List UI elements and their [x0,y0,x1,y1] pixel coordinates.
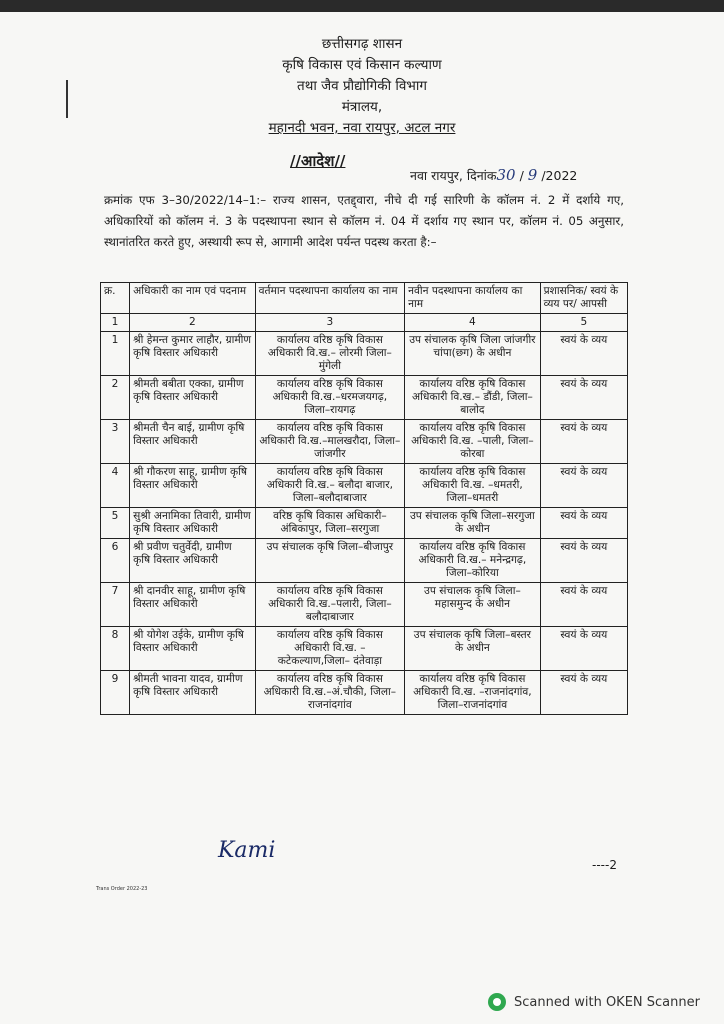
cell-new: कार्यालय वरिष्ठ कृषि विकास अधिकारी वि.ख. –धमतरी, जिला–धमतरी [405,464,541,508]
cell-current: कार्यालय वरिष्ठ कृषि विकास अधिकारी वि.ख.– लोरमी जिला– मुंगेली [255,332,405,376]
cell-new: कार्यालय वरिष्ठ कृषि विकास अधिकारी वि.ख.– डौंडी, जिला– बालोद [405,376,541,420]
cell-name: श्रीमती भावना यादव, ग्रामीण कृषि विस्तार अधिकारी [130,671,255,715]
header-sn: क्र. [101,283,130,314]
cell-new: उप संचालक कृषि जिला जांजगीर चांपा(छग) के अधीन [405,332,541,376]
cell-name: श्री योगेश उईके, ग्रामीण कृषि विस्तार अधिकारी [130,627,255,671]
cell-new: उप संचालक कृषि जिला–सरगुजा के अधीन [405,508,541,539]
cell-current: कार्यालय वरिष्ठ कृषि विकास अधिकारी वि.ख.– बलौदा बाजार, जिला–बलौदाबाजार [255,464,405,508]
table-row [101,583,628,627]
cell-name: श्री प्रवीण चतुर्वेदी, ग्रामीण कृषि विस्तार अधिकारी [130,539,255,583]
header-govt: छत्तीसगढ़ शासन [321,36,403,52]
table-row [101,627,628,671]
signature: Kami [218,838,276,863]
cell-type: स्वयं के व्यय [540,508,627,539]
transfer-table [100,282,628,715]
date-sep-1: / [519,168,524,183]
col-number: 2 [130,314,255,332]
cell-name: श्रीमती चैन बाई, ग्रामीण कृषि विस्तार अधिकारी [130,420,255,464]
table-header-row [101,283,628,314]
cell-name: श्रीमती बबीता एक्का, ग्रामीण कृषि विस्तार अधिकारी [130,376,255,420]
scanner-watermark [488,993,700,1011]
cell-sn: 7 [101,583,130,627]
cell-current: कार्यालय वरिष्ठ कृषि विकास अधिकारी वि.ख.–धरमजयगढ़, जिला–रायगढ़ [255,376,405,420]
table-row [101,376,628,420]
header-ministry: मंत्रालय, [341,99,383,115]
col-number: 3 [255,314,405,332]
cell-sn: 3 [101,420,130,464]
cell-new: कार्यालय वरिष्ठ कृषि विकास अधिकारी वि.ख. –राजनांदगांव, जिला–राजनांदगांव [405,671,541,715]
header-address: महानदी भवन, नवा रायपुर, अटल नगर [268,120,456,136]
col-number: 5 [540,314,627,332]
table-row [101,539,628,583]
cell-sn: 6 [101,539,130,583]
date-month: 9 [527,166,538,184]
date-sep-2: / [541,168,546,183]
cell-current: कार्यालय वरिष्ठ कृषि विकास अधिकारी वि.ख. –कटेकल्याण,जिला– दंतेवाड़ा [255,627,405,671]
cell-sn: 9 [101,671,130,715]
document-header [0,34,724,139]
cell-name: श्री दानवीर साहू, ग्रामीण कृषि विस्तार अधिकारी [130,583,255,627]
cell-type: स्वयं के व्यय [540,583,627,627]
cell-new: उप संचालक कृषि जिला– महासमुन्द के अधीन [405,583,541,627]
dateline [410,166,577,184]
table-row [101,464,628,508]
table-row [101,671,628,715]
cell-sn: 2 [101,376,130,420]
date-day: 30 [496,166,516,184]
cell-type: स्वयं के व्यय [540,671,627,715]
cell-new: कार्यालय वरिष्ठ कृषि विकास अधिकारी वि.ख.– मनेन्द्रगढ़, जिला–कोरिया [405,539,541,583]
table-row [101,508,628,539]
cell-current: वरिष्ठ कृषि विकास अधिकारी–अंबिकापुर, जिला–सरगुजा [255,508,405,539]
cell-type: स्वयं के व्यय [540,420,627,464]
cell-type: स्वयं के व्यय [540,627,627,671]
cell-type: स्वयं के व्यय [540,464,627,508]
cell-sn: 1 [101,332,130,376]
table-row [101,332,628,376]
order-paragraph: क्रमांक एफ 3–30/2022/14–1:– राज्य शासन, एतद्द्वारा, नीचे दी गई सारिणी के कॉलम नं. 2 में दर्शाये गए, अधिकारियों को कॉलम नं. 3 के पदस्थापना स्थान से कॉलम नं. 04 में दर्शाय गए स्थान पर, कॉलम नं. 05 अनुसार, स्थानांतरित करते हुए, अस्थायी रूप से, आगामी आदेश पर्यन्त पदस्थ करता है:– [104,193,624,249]
scanner-text: Scanned with OKEN Scanner [514,994,700,1010]
cell-sn: 4 [101,464,130,508]
cell-sn: 8 [101,627,130,671]
header-dept-1: कृषि विकास एवं किसान कल्याण [282,57,442,73]
cell-name: सुश्री अनामिका तिवारी, ग्रामीण कृषि विस्तार अधिकारी [130,508,255,539]
cell-current: कार्यालय वरिष्ठ कृषि विकास अधिकारी वि.ख.–मालखरौदा, जिला–जांजगीर [255,420,405,464]
cell-type: स्वयं के व्यय [540,539,627,583]
cell-type: स्वयं के व्यय [540,332,627,376]
table-row [101,420,628,464]
cell-current: कार्यालय वरिष्ठ कृषि विकास अधिकारी वि.ख.–पलारी, जिला–बलौदाबाजार [255,583,405,627]
order-title: //आदेश// [290,152,346,170]
cell-new: उप संचालक कृषि जिला–बस्तर के अधीन [405,627,541,671]
cell-current: कार्यालय वरिष्ठ कृषि विकास अधिकारी वि.ख.–अं.चौकी, जिला– राजनांदगांव [255,671,405,715]
page-marker: ----2 [592,858,617,872]
cell-sn: 5 [101,508,130,539]
header-dept-2: तथा जैव प्रौद्योगिकी विभाग [297,78,427,94]
date-year: 2022 [545,168,578,183]
cell-current: उप संचालक कृषि जिला–बीजापुर [255,539,405,583]
header-name: अधिकारी का नाम एवं पदनाम [130,283,255,314]
cell-name: श्री गौकरण साहू, ग्रामीण कृषि विस्तार अधिकारी [130,464,255,508]
col-number: 4 [405,314,541,332]
scanner-logo-icon [488,993,506,1011]
date-prefix: नवा रायपुर, दिनांक [410,168,497,183]
cell-name: श्री हेमन्त कुमार लाहौर, ग्रामीण कृषि विस्तार अधिकारी [130,332,255,376]
cell-type: स्वयं के व्यय [540,376,627,420]
header-type: प्रशासनिक/ स्वयं के व्यय पर/ आपसी [540,283,627,314]
col-number: 1 [101,314,130,332]
scan-top-edge [0,0,724,12]
column-number-row [101,314,628,332]
footer-note: Trans Order 2022-23 [96,886,148,892]
cell-new: कार्यालय वरिष्ठ कृषि विकास अधिकारी वि.ख. –पाली, जिला–कोरबा [405,420,541,464]
header-new: नवीन पदस्थापना कार्यालय का नाम [405,283,541,314]
header-current: वर्तमान पदस्थापना कार्यालय का नाम [255,283,405,314]
